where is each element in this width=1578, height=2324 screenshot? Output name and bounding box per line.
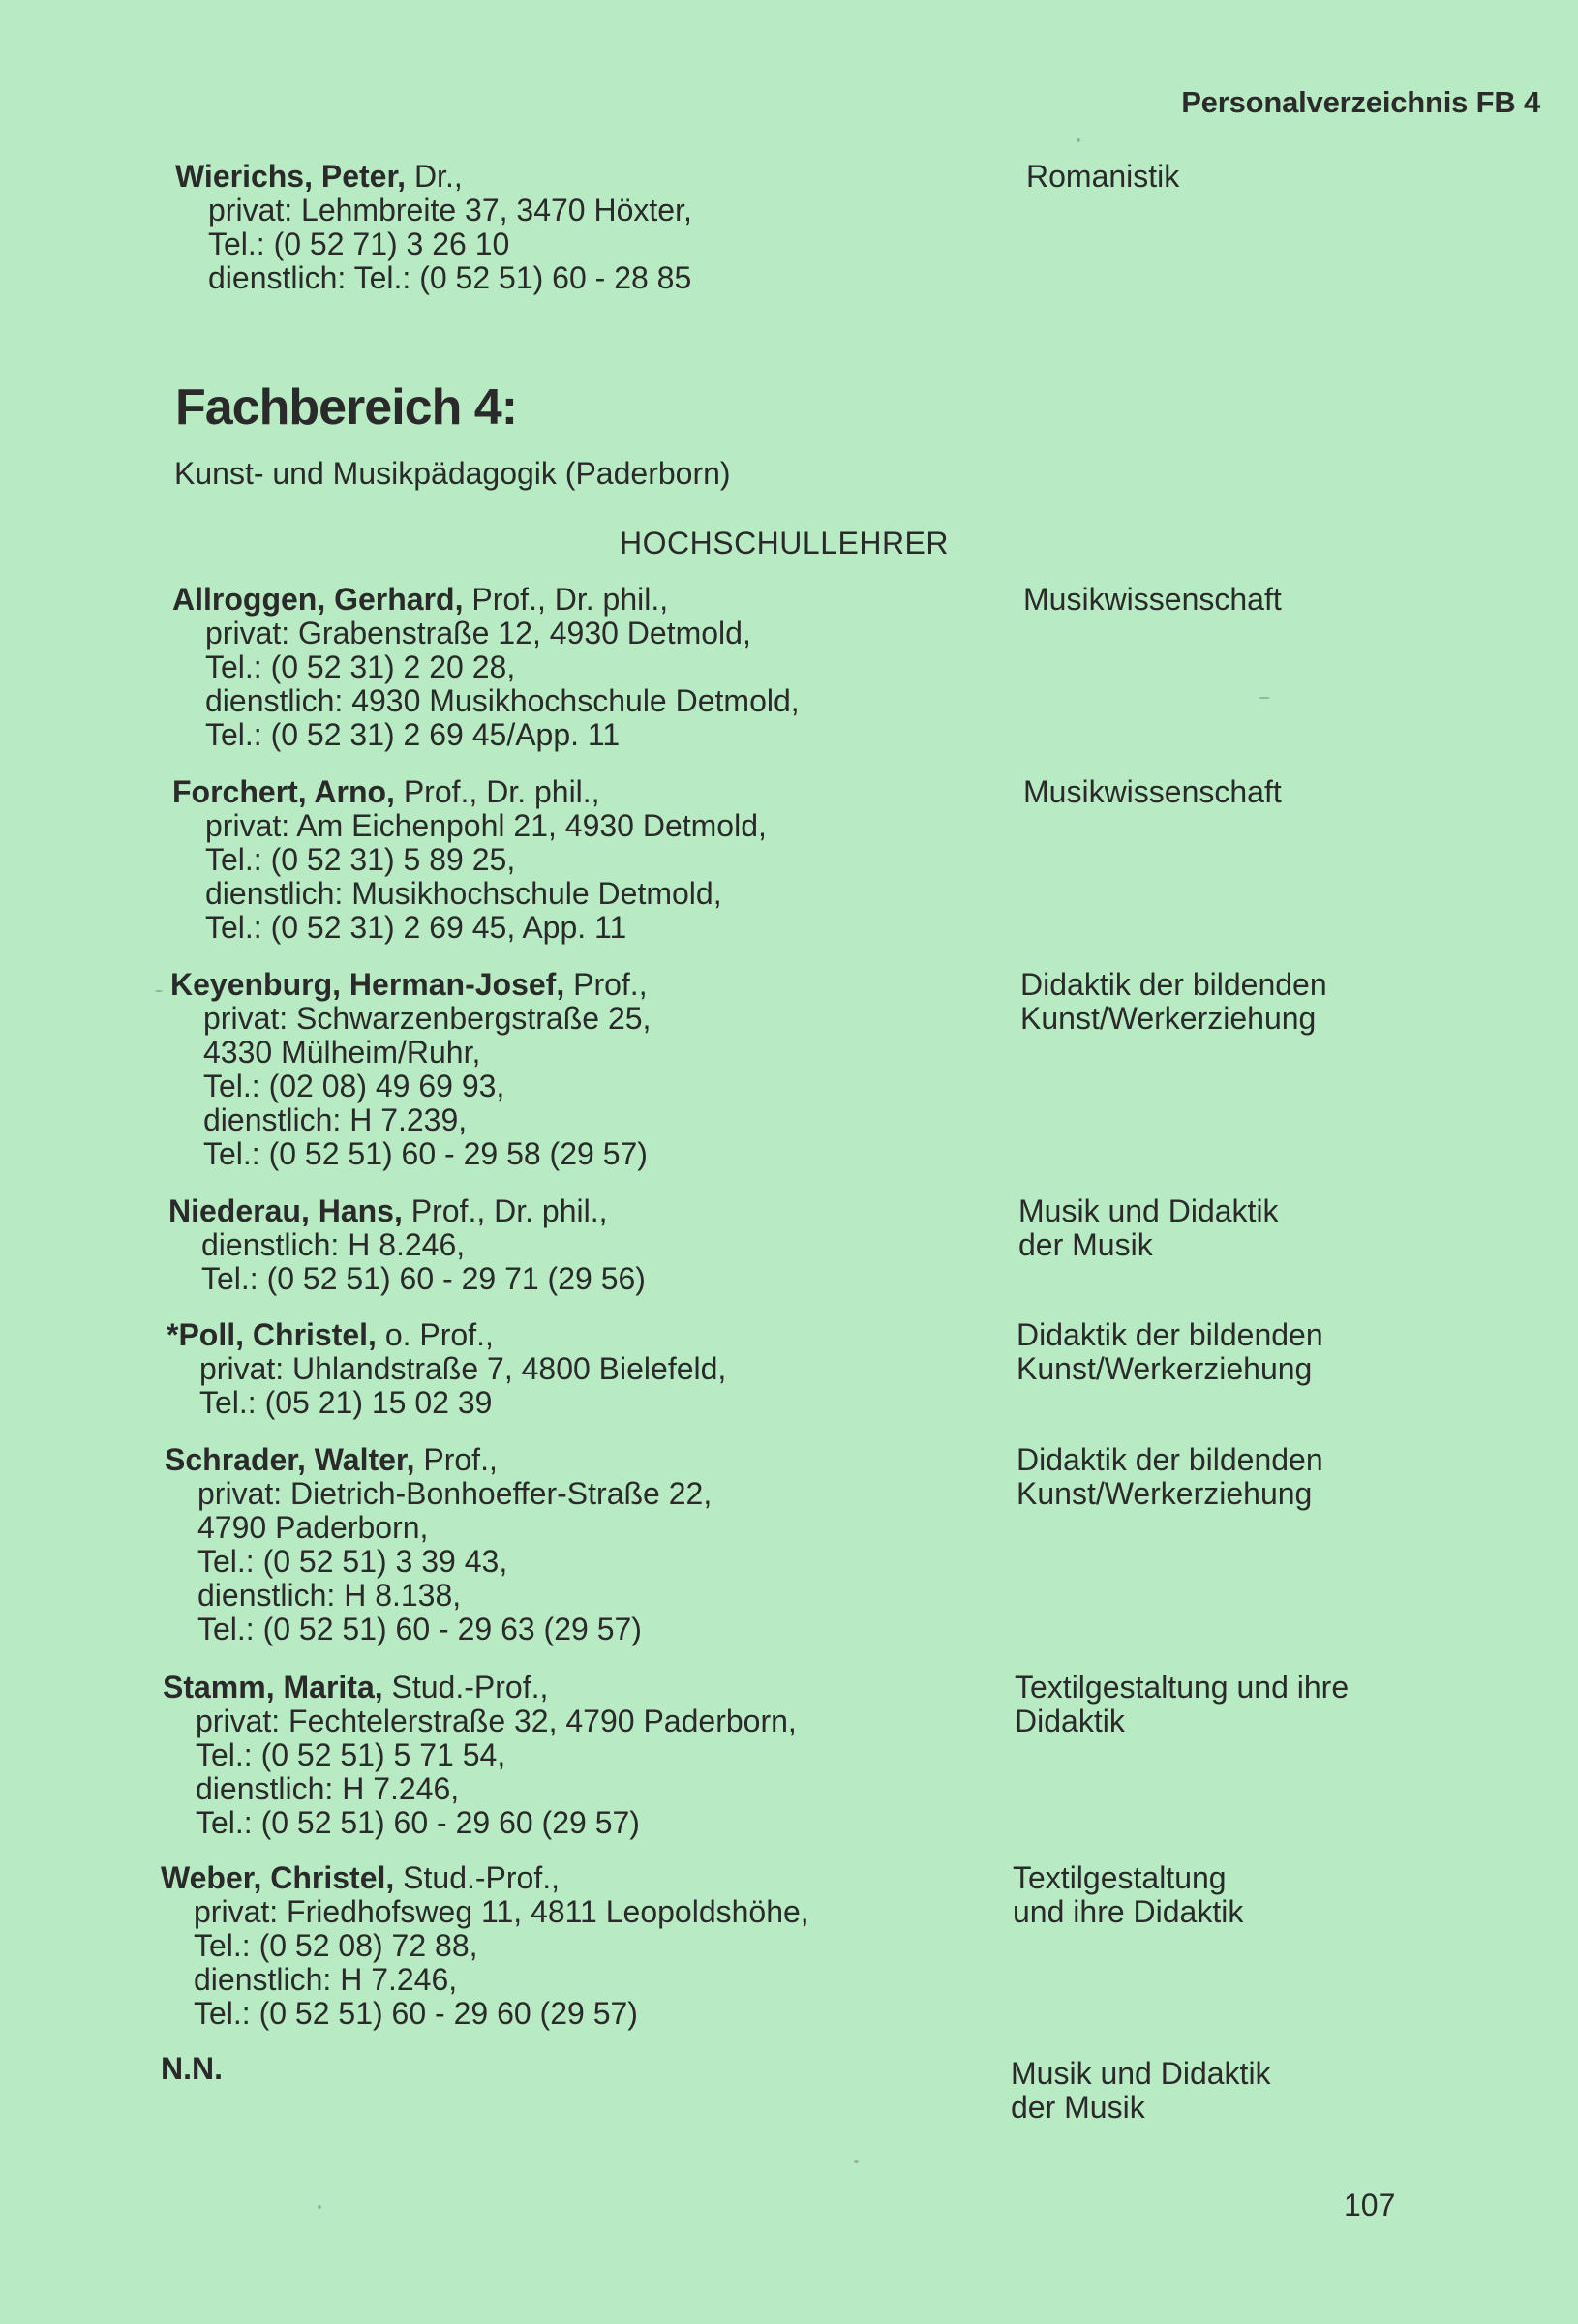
entry-detail: dienstlich: H 8.138,	[197, 1578, 462, 1613]
entry-detail: 4330 Mülheim/Ruhr,	[203, 1035, 481, 1070]
entry-left-column	[170, 968, 1138, 1171]
entry-detail: privat: Am Eichenpohl 21, 4930 Detmold,	[205, 808, 767, 843]
person-name: Schrader, Walter,	[165, 1442, 415, 1477]
entry-detail: Tel.: (0 52 31) 2 20 28,	[205, 649, 516, 684]
entry-detail: privat: Friedhofsweg 11, 4811 Leopoldshöhe,	[194, 1894, 809, 1929]
person-name: *Poll, Christel,	[167, 1317, 377, 1352]
subject-line: Musikwissenschaft	[1023, 774, 1282, 809]
entry-left-column	[167, 1318, 1135, 1420]
subject-line: Didaktik der bildenden	[1017, 1317, 1323, 1352]
entry-detail: dienstlich: H 7.246,	[194, 1962, 458, 1997]
person-title: Prof.,	[564, 967, 648, 1002]
subject-area	[1015, 1671, 1557, 1738]
entry-name-line	[167, 1318, 1135, 1352]
entry-left-column	[161, 2052, 1129, 2086]
entry-name-line	[170, 968, 1138, 1002]
subject-line: Didaktik der bildenden	[1020, 967, 1327, 1002]
entry-left-column	[168, 1194, 1137, 1296]
subject-line: Musik und Didaktik	[1011, 2056, 1271, 2091]
entry-left-column	[165, 1443, 1133, 1646]
subject-area	[1011, 2057, 1553, 2125]
person-title: Prof., Dr. phil.,	[463, 582, 669, 617]
entry-detail: Tel.: (0 52 51) 60 - 29 71 (29 56)	[201, 1261, 646, 1296]
entry-detail: Tel.: (0 52 71) 3 26 10	[208, 226, 510, 261]
entry-detail: dienstlich: H 8.246,	[201, 1227, 466, 1262]
paper-speck	[1077, 138, 1080, 142]
entry-detail: privat: Uhlandstraße 7, 4800 Bielefeld,	[199, 1351, 727, 1386]
subject-area	[1017, 1318, 1559, 1386]
entry-name-line	[172, 775, 1140, 809]
entry-name-line	[175, 160, 1143, 194]
subject-line: der Musik	[1018, 1227, 1153, 1262]
subject-area	[1026, 160, 1568, 194]
paper-speck	[155, 990, 163, 992]
entry-left-column	[161, 1861, 1129, 2031]
entry-detail: dienstlich: 4930 Musikhochschule Detmold,	[205, 683, 800, 718]
person-title: Prof., Dr. phil.,	[394, 774, 600, 809]
person-title: Prof., Dr. phil.,	[402, 1193, 608, 1228]
entry-detail: Tel.: (0 52 51) 60 - 29 58 (29 57)	[203, 1136, 648, 1171]
person-name: N.N.	[161, 2051, 223, 2086]
entry-name-line	[165, 1443, 1133, 1477]
entry-detail: privat: Lehmbreite 37, 3470 Höxter,	[208, 193, 692, 227]
person-name: Weber, Christel,	[161, 1860, 395, 1895]
entry-name-line	[161, 2052, 1129, 2086]
person-title: Prof.,	[414, 1442, 498, 1477]
person-name: Allroggen, Gerhard,	[172, 582, 464, 617]
entry-detail: dienstlich: Musikhochschule Detmold,	[205, 876, 722, 911]
section-subtitle: Kunst- und Musikpädagogik (Paderborn)	[174, 456, 731, 491]
entry-name-line	[168, 1194, 1137, 1228]
subject-line: Textilgestaltung und ihre	[1015, 1670, 1350, 1705]
person-name: Keyenburg, Herman-Josef,	[170, 967, 565, 1002]
subject-line: der Musik	[1011, 2090, 1145, 2125]
entry-left-column	[163, 1671, 1131, 1840]
person-name: Wierichs, Peter,	[175, 159, 407, 194]
entry-detail: Tel.: (0 52 51) 60 - 29 63 (29 57)	[197, 1612, 642, 1646]
paper-speck	[1259, 697, 1270, 699]
subject-line: Kunst/Werkerziehung	[1017, 1476, 1313, 1511]
person-title: Dr.,	[406, 159, 463, 194]
entry-left-column	[172, 775, 1140, 945]
subject-line: Kunst/Werkerziehung	[1020, 1001, 1317, 1036]
entry-detail: dienstlich: H 7.239,	[203, 1102, 468, 1137]
subject-area	[1017, 1443, 1559, 1511]
subject-line: Musikwissenschaft	[1023, 582, 1282, 617]
entry-detail: Tel.: (0 52 08) 72 88,	[194, 1928, 478, 1963]
entry-detail: privat: Dietrich-Bonhoeffer-Straße 22,	[197, 1476, 713, 1511]
person-name: Stamm, Marita,	[163, 1670, 383, 1705]
person-name: Niederau, Hans,	[168, 1193, 403, 1228]
person-title: Stud.-Prof.,	[394, 1860, 560, 1895]
entry-detail: privat: Grabenstraße 12, 4930 Detmold,	[205, 616, 751, 650]
entry-detail: Tel.: (0 52 51) 60 - 29 60 (29 57)	[196, 1805, 640, 1840]
entry-left-column	[172, 583, 1140, 752]
entry-detail: privat: Fechtelerstraße 32, 4790 Paderborn,	[196, 1704, 797, 1738]
paper-speck	[854, 2160, 859, 2163]
subject-line: Didaktik der bildenden	[1017, 1442, 1323, 1477]
subject-area	[1023, 583, 1565, 617]
entry-left-column	[175, 160, 1143, 295]
subject-line: Romanistik	[1026, 159, 1180, 194]
person-title: o. Prof.,	[376, 1317, 494, 1352]
section-title: Fachbereich 4:	[175, 379, 518, 436]
entry-detail: Tel.: (02 08) 49 69 93,	[203, 1069, 505, 1103]
entry-name-line	[172, 583, 1140, 617]
entry-detail: privat: Schwarzenbergstraße 25,	[203, 1001, 652, 1036]
entry-detail: Tel.: (0 52 31) 2 69 45/App. 11	[205, 717, 621, 752]
entry-name-line	[163, 1671, 1131, 1705]
subject-area	[1023, 775, 1565, 809]
running-header: Personalverzeichnis FB 4	[1181, 85, 1540, 119]
entry-detail: 4790 Paderborn,	[197, 1510, 429, 1545]
subject-area	[1013, 1861, 1555, 1929]
entry-detail: Tel.: (0 52 51) 3 39 43,	[197, 1544, 508, 1579]
entry-detail: dienstlich: H 7.246,	[196, 1771, 460, 1806]
subject-area	[1018, 1194, 1561, 1262]
entry-detail: Tel.: (0 52 31) 2 69 45, App. 11	[205, 910, 627, 945]
subject-area	[1020, 968, 1563, 1036]
subject-line: und ihre Didaktik	[1013, 1894, 1244, 1929]
subject-line: Musik und Didaktik	[1018, 1193, 1279, 1228]
group-heading: HOCHSCHULLEHRER	[620, 526, 949, 560]
entry-detail: Tel.: (0 52 51) 5 71 54,	[196, 1737, 506, 1772]
entry-detail: Tel.: (0 52 31) 5 89 25,	[205, 842, 516, 877]
paper-speck	[318, 2205, 321, 2209]
subject-line: Didaktik	[1015, 1704, 1125, 1738]
subject-line: Textilgestaltung	[1013, 1860, 1227, 1895]
entry-detail: Tel.: (05 21) 15 02 39	[199, 1385, 493, 1420]
entry-detail: dienstlich: Tel.: (0 52 51) 60 - 28 85	[208, 260, 692, 295]
entry-detail: Tel.: (0 52 51) 60 - 29 60 (29 57)	[194, 1996, 638, 2031]
person-title: Stud.-Prof.,	[382, 1670, 549, 1705]
person-name: Forchert, Arno,	[172, 774, 395, 809]
subject-line: Kunst/Werkerziehung	[1017, 1351, 1313, 1386]
page-number: 107	[1344, 2188, 1396, 2222]
entry-name-line	[161, 1861, 1129, 1895]
